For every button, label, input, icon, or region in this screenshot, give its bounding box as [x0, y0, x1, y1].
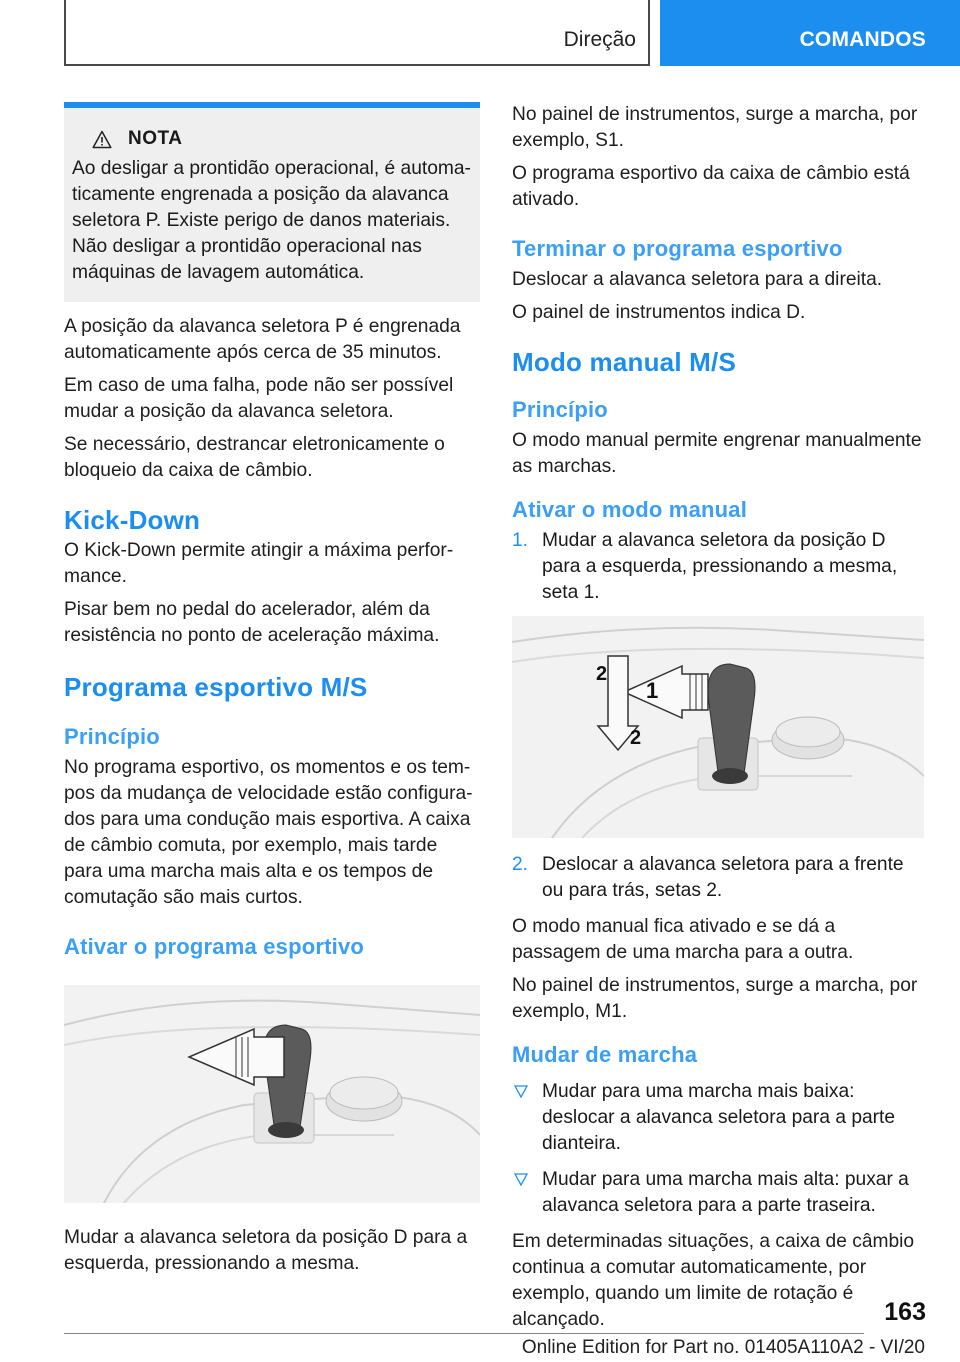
- list-item: [512, 528, 924, 606]
- step-text: Deslocar a alavanca seletora para a frente ou para trás, setas 2.: [542, 854, 904, 901]
- paragraph: No painel de instrumentos, surge a marcha, por exemplo, M1.: [512, 975, 918, 1022]
- triangle-bullet-icon: [514, 1085, 528, 1098]
- note-box: [64, 102, 480, 302]
- figure-caption: Mudar a alavanca seletora da posição D para a esquerda, pressionando a mesma.: [64, 1227, 468, 1274]
- paragraph: Se necessário, destrancar eletronicamente o bloqueio da caixa de câmbio.: [64, 434, 445, 481]
- paragraph: No painel de instrumentos, surge a marcha, por exemplo, S1.: [512, 104, 918, 151]
- paragraph: Pisar bem no pedal do acelerador, além da resistência no ponto de aceleração máxima.: [64, 599, 440, 646]
- triangle-bullet-icon: [514, 1173, 528, 1186]
- bullet-text: Mudar para uma marcha mais alta: puxar a alavanca seletora para a parte traseira.: [542, 1169, 909, 1216]
- paragraph: O modo manual permite engrenar manualmente as marchas.: [512, 430, 922, 477]
- heading-change-gear: Mudar de marcha: [512, 1042, 698, 1067]
- gear-lever-illustration: [64, 985, 480, 1203]
- heading-manual-principle: Princípio: [512, 397, 608, 422]
- step-number: 2.: [512, 854, 529, 875]
- paragraph: O painel de instrumentos indica D.: [512, 302, 806, 323]
- paragraph: Em determinadas situações, a caixa de câmbio continua a comutar automaticamente, por exemplo, quando um limite de rotação é alcançado.: [512, 1231, 915, 1330]
- note-header: [92, 128, 472, 150]
- list-item: [512, 1079, 924, 1157]
- left-column: [64, 102, 480, 1284]
- header-section-box: [64, 0, 650, 66]
- header-chapter-box: [660, 0, 960, 66]
- paragraph: No programa esportivo, os momentos e os tempos da mudança de velocidade estão configurados para uma condução mais esportiva. A caixa de câmbio comuta, por exemplo, mais tarde para uma marcha mais alta e os tempos de comutação são mais curtos.: [64, 757, 473, 908]
- gear-lever-figure: [64, 985, 480, 1203]
- paragraph: Em caso de uma falha, pode não ser possível mudar a posição da alavanca seletora.: [64, 375, 454, 422]
- header-section-title: Direção: [563, 28, 636, 51]
- heading-kick-down: Kick-Down: [64, 505, 201, 535]
- arrow-2-label-bottom: 2: [630, 727, 642, 749]
- right-column: [512, 102, 924, 1340]
- paragraph: O programa esportivo da caixa de câmbio está ativado.: [512, 163, 910, 210]
- list-item: [512, 852, 924, 904]
- footer-divider: [64, 1333, 864, 1334]
- page-number: 163: [884, 1298, 926, 1326]
- footer-edition: Online Edition for Part no. 01405A110A2 - VI/20: [521, 1337, 925, 1358]
- heading-sport-program: Programa esportivo M/S: [64, 672, 368, 702]
- header-chapter-title: COMANDOS: [799, 28, 926, 51]
- paragraph: O modo manual fica ativado e se dá a passagem de uma marcha para a outra.: [512, 916, 854, 963]
- note-title: NOTA: [128, 128, 183, 149]
- heading-manual-mode: Modo manual M/S: [512, 347, 736, 377]
- bullet-list: [512, 1079, 924, 1219]
- manual-mode-illustration: [512, 616, 924, 838]
- bullet-text: Mudar para uma marcha mais baixa: deslocar a alavanca seletora para a parte dianteira.: [542, 1081, 896, 1154]
- paragraph: O Kick-Down permite atingir a máxima performance.: [64, 540, 454, 587]
- arrow-1-label: 1: [646, 678, 659, 703]
- note-text: Ao desligar a prontidão operacional, é automaticamente engrenada a posição da alavanca seletora P. Existe perigo de danos materiais. Não desligar a prontidão operacional nas máquinas de lavagem automática.: [72, 158, 471, 283]
- list-item: [512, 1167, 924, 1219]
- step-number: 1.: [512, 530, 529, 551]
- steps-list-a: [512, 528, 924, 606]
- steps-list-b: [512, 852, 924, 904]
- manual-mode-figure: [512, 616, 924, 838]
- step-text: Mudar a alavanca seletora da posição D para a esquerda, pressionando a mesma, seta 1.: [542, 530, 898, 603]
- paragraph: A posição da alavanca seletora P é engrenada automaticamente após cerca de 35 minutos.: [64, 316, 461, 363]
- heading-principle: Princípio: [64, 724, 160, 749]
- arrow-2-label-top: 2: [596, 663, 608, 685]
- heading-activate-sport: Ativar o programa esportivo: [64, 934, 365, 959]
- heading-activate-manual: Ativar o modo manual: [512, 497, 748, 522]
- warning-triangle-icon: [92, 130, 112, 149]
- heading-end-sport: Terminar o programa esportivo: [512, 236, 843, 261]
- paragraph: Deslocar a alavanca seletora para a direita.: [512, 269, 883, 290]
